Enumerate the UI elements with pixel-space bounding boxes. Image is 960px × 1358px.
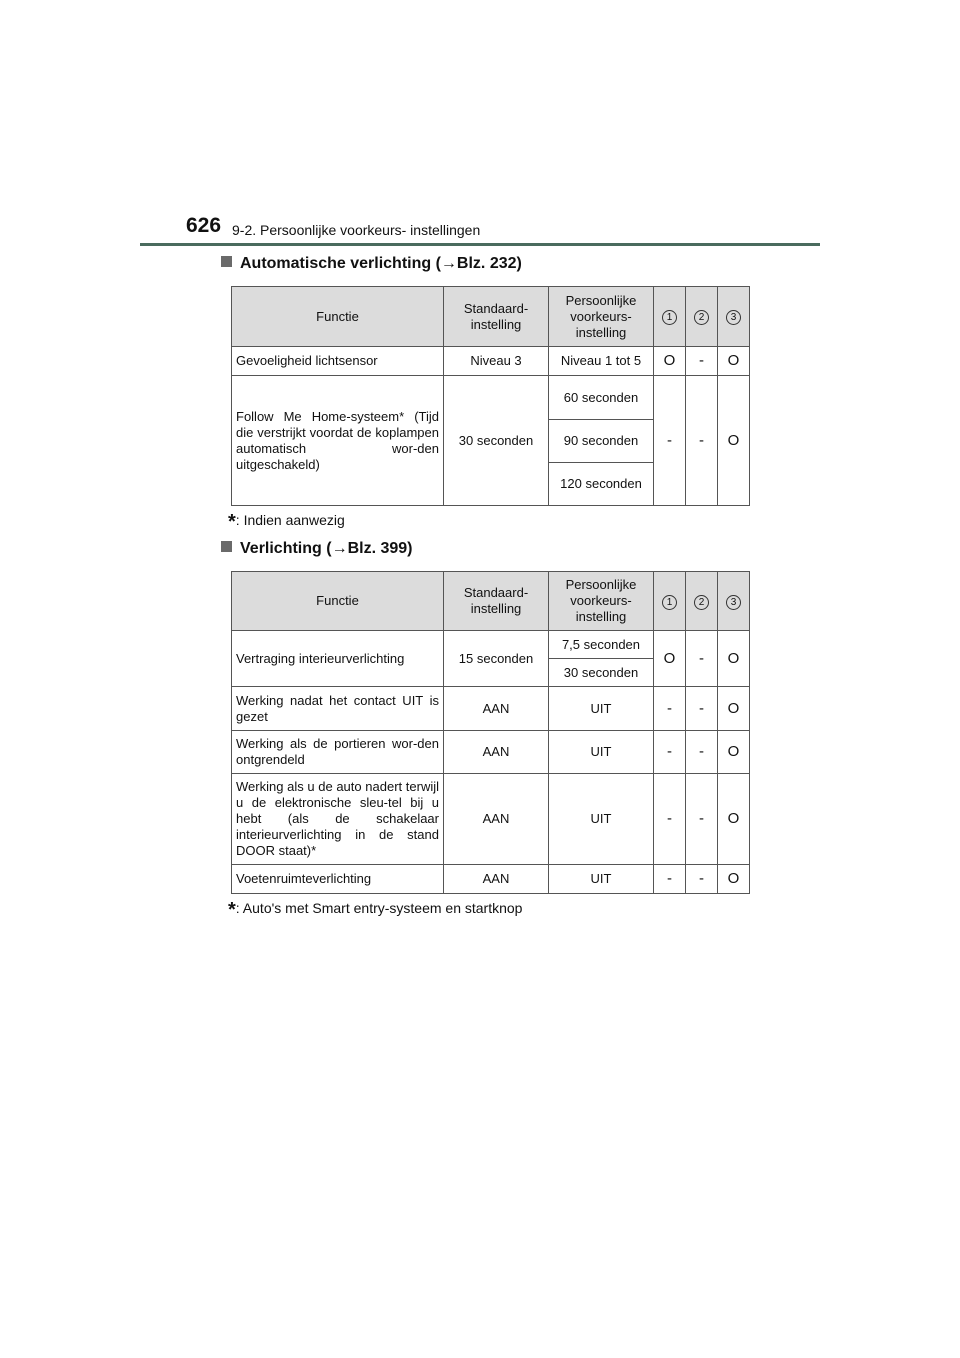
header-divider [140,243,820,246]
cell-method-2: - [686,687,718,731]
footnote-asterisk: * [228,511,236,533]
cell-default: 30 seconden [444,376,549,506]
cell-default: Niveau 3 [444,347,549,376]
cell-function: Werking nadat het contact UIT is gezet [232,687,444,731]
cell-method-2: - [686,865,718,894]
cell-method-3: O [718,347,750,376]
cell-method-1: O [654,347,686,376]
cell-custom: UIT [549,865,654,894]
circled-number-3-icon: 3 [726,310,741,325]
footnote-asterisk: * [228,899,236,921]
section-heading-text: Verlichting (→Blz. 399) [240,540,413,557]
cell-method-2: - [686,376,718,506]
cell-method-3: O [718,774,750,865]
table-header-row [232,572,750,631]
lighting-table [231,571,750,894]
header-method-2 [686,287,718,347]
cell-method-2: - [686,347,718,376]
header-function: Functie [232,287,444,347]
section-heading-automatic-lighting [221,255,522,273]
square-bullet-icon [221,541,232,552]
cell-function: Vertraging interieurverlichting [232,631,444,687]
cell-method-2: - [686,631,718,687]
cell-custom: UIT [549,731,654,774]
table-row [232,347,750,376]
cell-function: Follow Me Home-systeem* (Tijd die verstrijkt voordat de koplampen automatisch wor-den uitgeschakeld) [232,376,444,506]
cell-method-1: - [654,731,686,774]
cell-default: AAN [444,687,549,731]
section-header-title: 9-2. Persoonlijke voorkeurs- instellingen [232,222,481,238]
section-heading-lighting [221,540,412,558]
header-custom: Persoonlijke voorkeurs-instelling [549,572,654,631]
cell-default: AAN [444,774,549,865]
cell-custom: UIT [549,687,654,731]
cell-method-3: O [718,687,750,731]
table-row [232,631,750,659]
cell-function: Werking als u de auto nadert terwijl u de elektronische sleu-tel bij u hebt (als de schakelaar interieurverlichting in de stand DOOR staat)* [232,774,444,865]
header-method-1 [654,287,686,347]
cell-method-3: O [718,376,750,506]
circled-number-1-icon: 1 [662,595,677,610]
square-bullet-icon [221,256,232,267]
cell-method-1: - [654,774,686,865]
cell-custom-option: 120 seconden [549,463,654,506]
cell-function: Gevoeligheid lichtsensor [232,347,444,376]
section-heading-text: Automatische verlichting (→Blz. 232) [240,255,522,272]
cell-custom-option: 7,5 seconden [549,631,654,659]
automatic-lighting-table [231,286,750,506]
table-row [232,731,750,774]
cell-method-2: - [686,731,718,774]
cell-method-3: O [718,865,750,894]
table-row [232,865,750,894]
footnote-automatic-lighting [228,511,345,534]
header-function: Functie [232,572,444,631]
cell-custom-option: 30 seconden [549,659,654,687]
cell-custom: Niveau 1 tot 5 [549,347,654,376]
cell-function: Werking als de portieren wor-den ontgrendeld [232,731,444,774]
cell-default: 15 seconden [444,631,549,687]
cell-method-3: O [718,731,750,774]
cell-function: Voetenruimteverlichting [232,865,444,894]
page-number: 626 [186,214,222,237]
circled-number-1-icon: 1 [662,310,677,325]
cell-method-1: - [654,687,686,731]
cell-custom-option: 90 seconden [549,420,654,463]
footnote-text: : Auto's met Smart entry-systeem en startknop [235,900,523,916]
cell-method-2: - [686,774,718,865]
header-default: Standaard-instelling [444,287,549,347]
table-row [232,687,750,731]
footnote-text: : Indien aanwezig [235,512,345,528]
footnote-lighting [228,899,522,922]
circled-number-2-icon: 2 [694,310,709,325]
table-row [232,774,750,865]
cell-default: AAN [444,865,549,894]
header-custom: Persoonlijke voorkeurs-instelling [549,287,654,347]
cell-method-1: O [654,631,686,687]
cell-custom: UIT [549,774,654,865]
header-default: Standaard-instelling [444,572,549,631]
header-method-3 [718,287,750,347]
cell-default: AAN [444,731,549,774]
table-header-row [232,287,750,347]
table-row [232,376,750,420]
cell-method-3: O [718,631,750,687]
circled-number-3-icon: 3 [726,595,741,610]
cell-method-1: - [654,865,686,894]
cell-method-1: - [654,376,686,506]
cell-custom-option: 60 seconden [549,376,654,420]
circled-number-2-icon: 2 [694,595,709,610]
header-method-1 [654,572,686,631]
header-method-3 [718,572,750,631]
header-method-2 [686,572,718,631]
